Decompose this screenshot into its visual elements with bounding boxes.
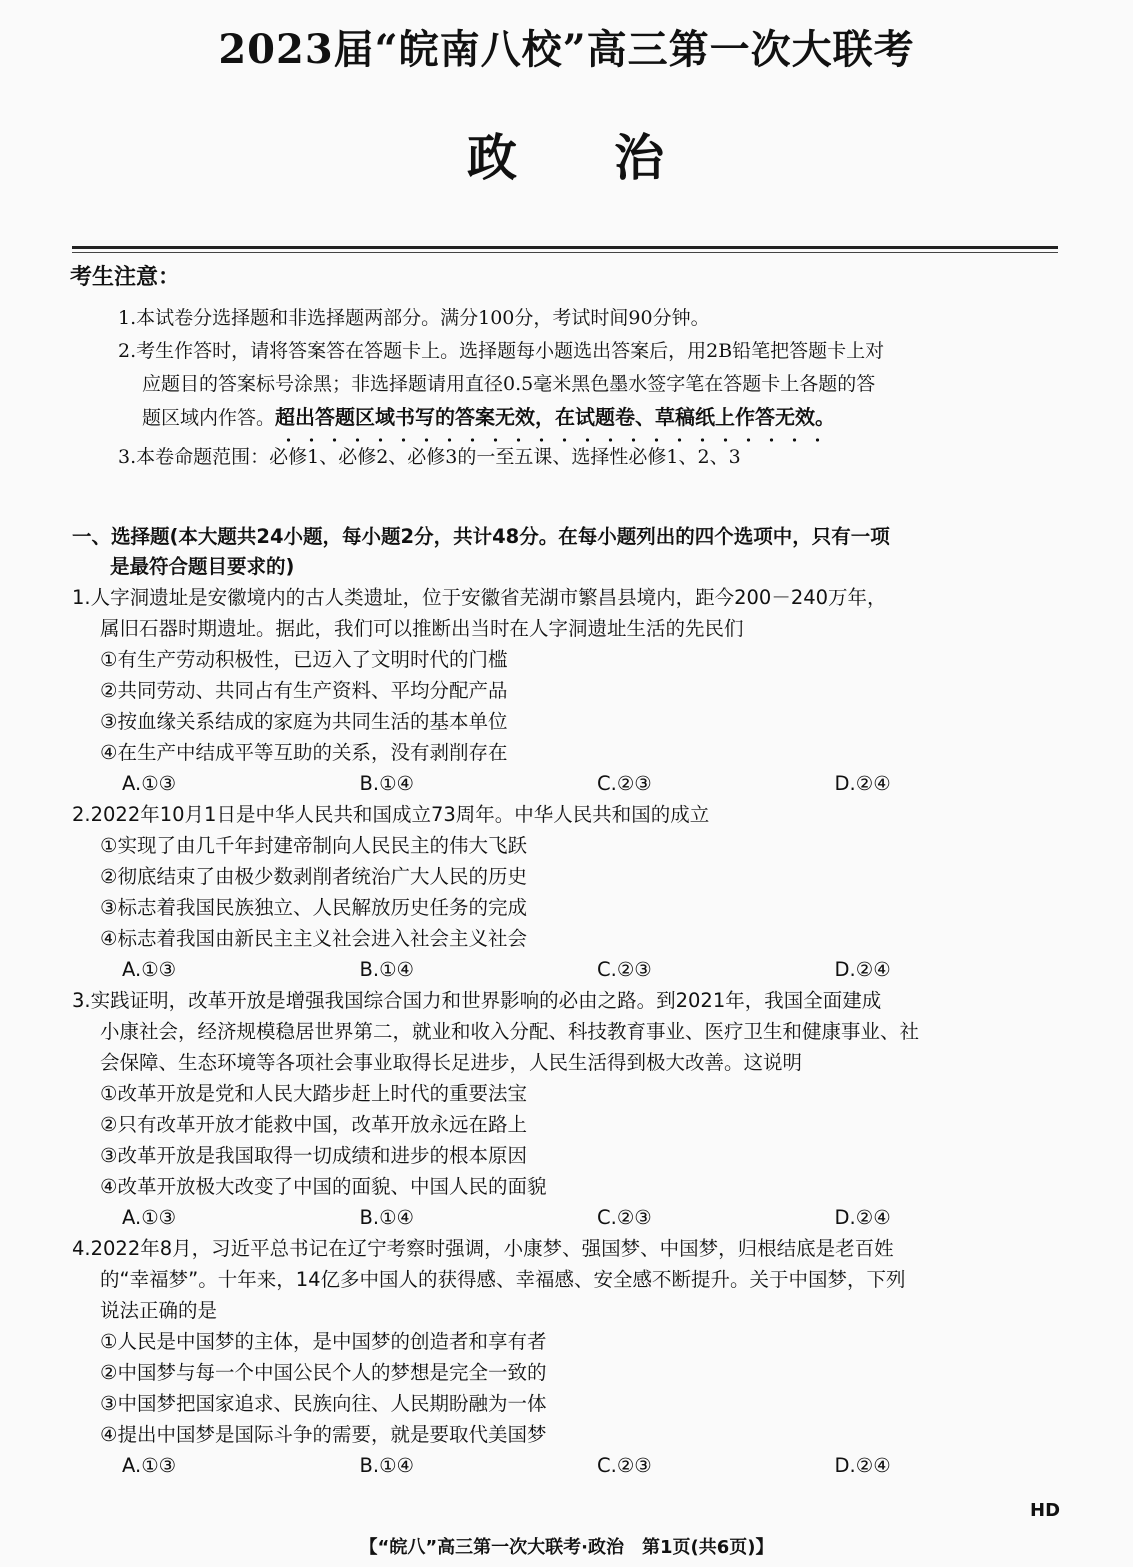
statement-option: ③中国梦把国家追求、民族向往、人民期盼融为一体 [100,1392,547,1415]
statement-option: ②只有改革开放才能救中国，改革开放永远在路上 [100,1113,527,1136]
question-stem-cont: 小康社会，经济规模稳居世界第二，就业和收入分配、科技教育事业、医疗卫生和健康事业、社 [100,1020,920,1043]
statement-option: ③改革开放是我国取得一切成绩和进步的根本原因 [100,1144,527,1167]
question-1 [72,582,1072,799]
statement-option: ④在生产中结成平等互助的关系，没有剥削存在 [100,741,508,764]
notice-emphasis [275,405,835,429]
question-2 [72,799,1072,985]
answer-choices [72,768,1072,799]
notice-item-2-cont2 [118,401,1070,435]
choice-b: B.①④ [359,1206,415,1229]
choice-b: B.①④ [359,772,415,795]
notice-item-1: 1.本试卷分选择题和非选择题两部分。满分100分，考试时间90分钟。 [118,307,710,329]
question-stem-cont: 属旧石器时期遗址。据此，我们可以推断出当时在人字洞遗址生活的先民们 [100,617,744,640]
statement-option: ②共同劳动、共同占有生产资料、平均分配产品 [100,679,508,702]
statement-option: ④改革开放极大改变了中国的面貌、中国人民的面貌 [100,1175,547,1198]
statement-option: ①人民是中国梦的主体，是中国梦的创造者和享有者 [100,1330,547,1353]
choice-d: D.②④ [834,958,891,981]
question-stem: 3.实践证明，改革开放是增强我国综合国力和世界影响的必由之路。到2021年，我国全面建成 [72,989,882,1012]
choice-d: D.②④ [834,1454,891,1477]
statement-option: ①有生产劳动积极性，已迈入了文明时代的门槛 [100,648,508,671]
notice-item-2: 2.考生作答时，请将答案答在答题卡上。选择题每小题选出答案后，用2B铅笔把答题卡上对 [118,340,885,362]
statement-option: ②彻底结束了由极少数剥削者统治广大人民的历史 [100,865,527,888]
answer-choices [72,1202,1072,1233]
choice-d: D.②④ [834,772,891,795]
statement-option: ③标志着我国民族独立、人民解放历史任务的完成 [100,896,527,919]
statement-option: ①改革开放是党和人民大踏步赶上时代的重要法宝 [100,1082,527,1105]
choice-c: C.②③ [597,958,652,981]
paper-code: HD [1030,1500,1061,1521]
statement-option: ④标志着我国由新民主主义社会进入社会主义社会 [100,927,527,950]
question-stem-cont: 的“幸福梦”。十年来，14亿多中国人的获得感、幸福感、安全感不断提升。关于中国梦，下列 [100,1268,906,1291]
section-heading [72,522,1072,582]
candidate-notice [70,262,1070,474]
exam-title: 2023届“皖南八校”高三第一次大联考 [218,26,915,73]
question-stem: 4.2022年8月，习近平总书记在辽宁考察时强调，小康梦、强国梦、中国梦，归根结底是老百姓 [72,1237,894,1260]
statement-option: ①实现了由几千年封建帝制向人民民主的伟大飞跃 [100,834,527,857]
notice-item-2-plain: 题区域内作答。 [142,407,276,429]
header-divider-thin [72,252,1058,253]
statement-option: ③按血缘关系结成的家庭为共同生活的基本单位 [100,710,508,733]
question-stem: 1.人字洞遗址是安徽境内的古人类遗址，位于安徽省芜湖市繁昌县境内，距今200－240万年， [72,586,887,609]
section-heading-line2: 是最符合题目要求的) [110,555,295,578]
choice-c: C.②③ [597,1454,652,1477]
choice-c: C.②③ [597,1206,652,1229]
subject-char-left: 政 [467,128,519,187]
notice-emphasis-text: 超出答题区域书写的答案无效，在试题卷、草稿纸上作答无效。 [275,405,836,429]
notice-item-3: 3.本卷命题范围：必修1、必修2、必修3的一至五课、选择性必修1、2、3 [118,446,741,468]
choice-d: D.②④ [834,1206,891,1229]
page-footer: 【“皖八”高三第一次大联考·政治 第1页(共6页)】 [359,1537,774,1558]
multiple-choice-section [72,522,1072,1481]
question-stem-cont: 说法正确的是 [100,1299,218,1322]
statement-option: ④提出中国梦是国际斗争的需要，就是要取代美国梦 [100,1423,547,1446]
subject-title [0,118,1133,190]
notice-item-2-cont: 应题目的答案标号涂黑；非选择题请用直径0.5毫米黑色墨水签字笔在答题卡上各题的答 [142,373,876,395]
question-3 [72,985,1072,1233]
section-heading-line1: 一、选择题(本大题共24小题，每小题2分，共计48分。在每小题列出的四个选项中，只有一项 [72,525,890,548]
choice-a: A.①③ [122,958,177,981]
choice-a: A.①③ [122,1206,177,1229]
choice-c: C.②③ [597,772,652,795]
question-stem: 2.2022年10月1日是中华人民共和国成立73周年。中华人民共和国的成立 [72,803,710,826]
header-divider [72,246,1058,249]
answer-choices [72,1450,1072,1481]
statement-option: ②中国梦与每一个中国公民个人的梦想是完全一致的 [100,1361,547,1384]
notice-title: 考生注意： [70,264,181,290]
question-stem-cont: 会保障、生态环境等各项社会事业取得长足进步，人民生活得到极大改善。这说明 [100,1051,803,1074]
subject-char-right: 治 [614,128,666,187]
choice-b: B.①④ [359,958,415,981]
choice-b: B.①④ [359,1454,415,1477]
choice-a: A.①③ [122,1454,177,1477]
choice-a: A.①③ [122,772,177,795]
answer-choices [72,954,1072,985]
question-4 [72,1233,1072,1481]
